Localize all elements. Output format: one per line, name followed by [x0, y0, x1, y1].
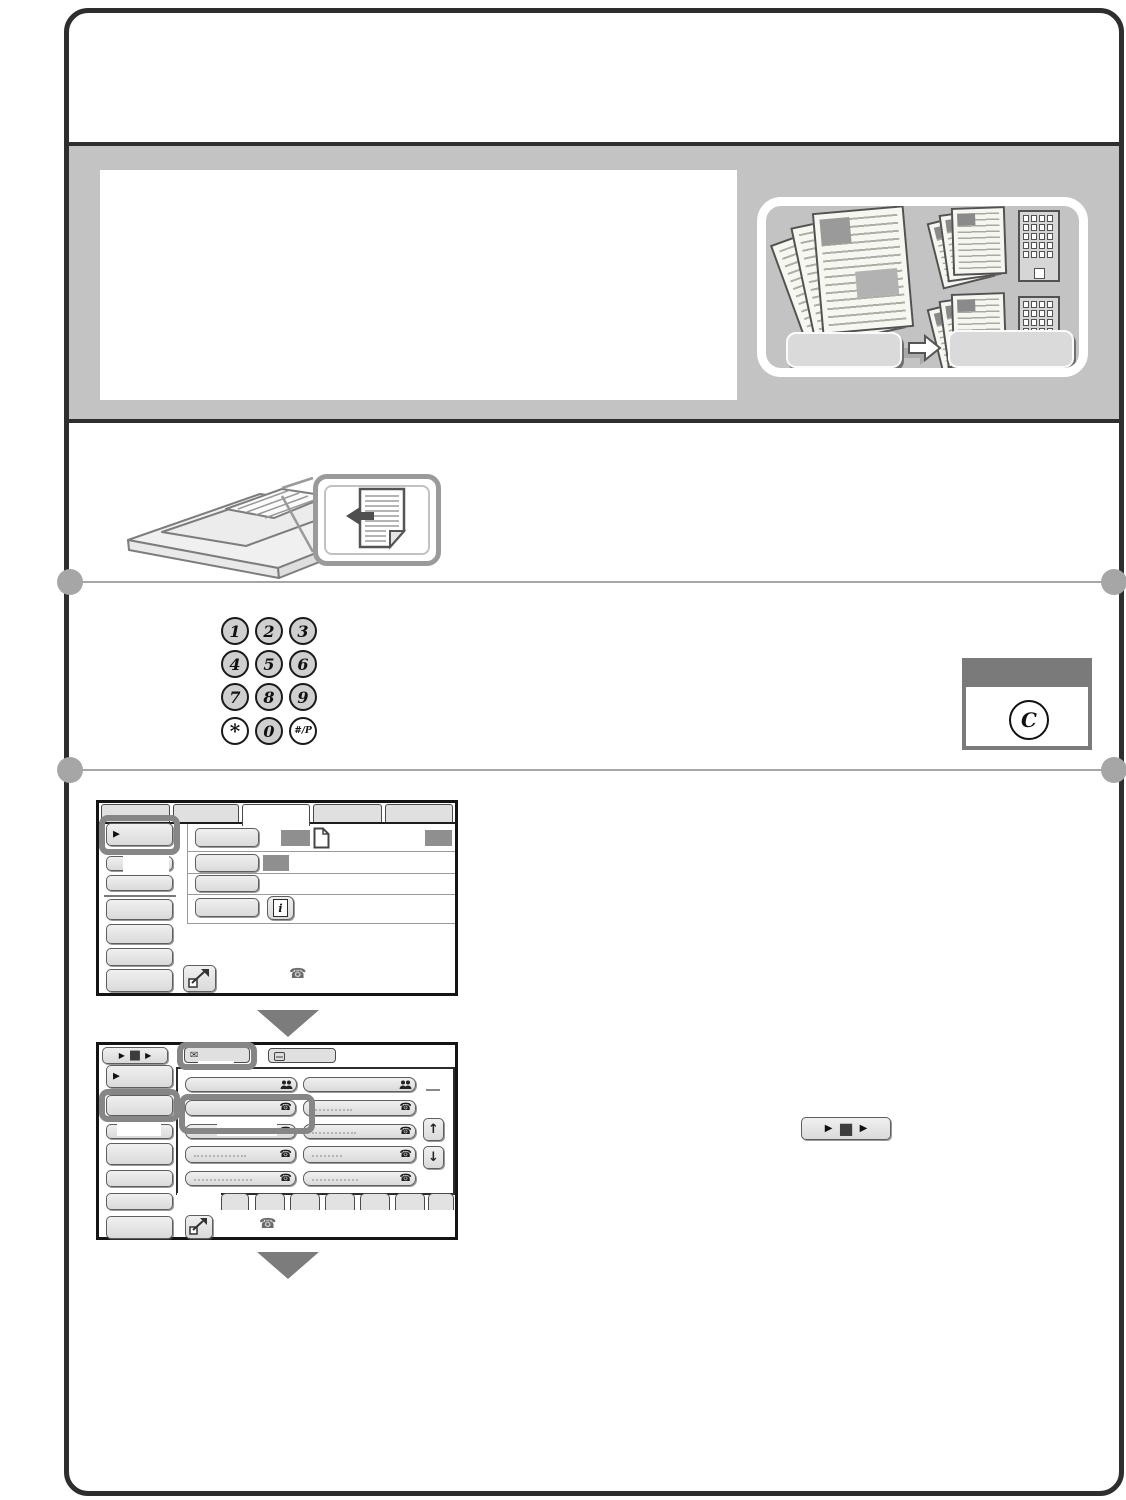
key-2[interactable]: 2 — [255, 617, 283, 645]
key-star[interactable]: * — [221, 717, 249, 745]
original-page-icon — [313, 827, 330, 849]
job-status-key[interactable] — [102, 1047, 168, 1064]
original-orientation-callout — [313, 474, 441, 566]
mode-tab-2[interactable] — [173, 804, 239, 822]
sidebar-button-address-book[interactable] — [106, 1065, 173, 1088]
sidebar-button[interactable] — [106, 1170, 173, 1187]
index-tab[interactable] — [395, 1193, 425, 1210]
sidebar-button[interactable] — [106, 899, 173, 920]
phone-receiver-icon: ☎ — [399, 1148, 412, 1160]
phone-receiver-icon: ☎ — [279, 1172, 292, 1184]
sidebar-button[interactable] — [106, 1216, 173, 1239]
phone-receiver-icon: ☎ — [399, 1125, 412, 1137]
callout-tail — [117, 1122, 161, 1136]
sidebar-button[interactable] — [106, 969, 173, 992]
office-building — [1018, 210, 1060, 282]
document-sheet — [812, 205, 914, 335]
key-1[interactable]: 1 — [221, 617, 249, 645]
sidebar-button-address-entry[interactable] — [106, 823, 173, 846]
phone-receiver-icon: ☎ — [399, 1102, 412, 1113]
clear-key[interactable]: C — [1009, 700, 1049, 740]
manual-dial-icon — [186, 1216, 212, 1238]
key-6[interactable]: 6 — [289, 650, 317, 678]
key-8[interactable]: 8 — [255, 683, 283, 711]
phone-receiver-icon: ☎ — [399, 1172, 412, 1184]
fax-destination — [934, 206, 1070, 288]
active-index-gap — [177, 1193, 221, 1197]
step-divider-dot — [1101, 569, 1126, 595]
clear-key-note-header — [966, 662, 1088, 687]
index-tab[interactable] — [325, 1193, 355, 1210]
sidebar-button[interactable] — [106, 1193, 173, 1210]
index-tab[interactable] — [428, 1193, 454, 1210]
manual-dial-icon — [184, 966, 215, 991]
sidebar-button[interactable] — [106, 1143, 173, 1165]
mode-tab-1[interactable] — [101, 804, 170, 822]
play-icon: ▶ — [145, 1050, 152, 1060]
source-step-button[interactable] — [786, 332, 902, 368]
setting-button-row4[interactable] — [195, 898, 259, 917]
play-icon: ▶ — [824, 1122, 833, 1134]
key-7[interactable]: 7 — [221, 683, 249, 711]
one-touch-key-selected[interactable] — [185, 1100, 296, 1116]
step-divider — [70, 581, 1114, 583]
phone-receiver-icon: ☎ — [279, 1148, 292, 1160]
sidebar-button[interactable] — [106, 948, 173, 966]
frequent-use-tab[interactable] — [268, 1048, 336, 1063]
setting-button-row3[interactable] — [195, 875, 259, 892]
setting-value-block — [263, 855, 289, 871]
setting-button-row2[interactable] — [195, 854, 259, 872]
sidebar-divider — [104, 895, 176, 897]
play-icon: ▶ — [113, 1071, 120, 1081]
index-tab[interactable] — [360, 1193, 390, 1210]
key-hash-p[interactable]: #/P — [289, 717, 317, 745]
address-book-screen — [96, 1042, 458, 1240]
index-tab[interactable] — [221, 1193, 249, 1210]
flow-down-arrow — [257, 1252, 319, 1279]
key-9[interactable]: 9 — [289, 683, 317, 711]
phone-icon: ☎ — [289, 966, 307, 982]
setting-value-block — [425, 830, 452, 846]
key-5[interactable]: 5 — [255, 650, 283, 678]
mode-tab-4[interactable] — [313, 804, 382, 822]
step-divider — [70, 769, 1114, 771]
info-button[interactable] — [267, 896, 294, 920]
phone-icon: ☎ — [259, 1216, 277, 1232]
job-status-key-inline[interactable] — [801, 1117, 891, 1140]
setting-value-block — [281, 830, 310, 846]
numeric-keypad — [221, 617, 333, 761]
up-arrow-icon: ↑ — [428, 1122, 439, 1137]
step-divider-dot — [1101, 757, 1126, 783]
play-icon: ▶ — [113, 829, 120, 839]
mode-tab-5[interactable] — [385, 804, 453, 822]
clear-key-note — [962, 658, 1092, 750]
page-header-area — [74, 18, 1104, 138]
mode-tab-3-selected[interactable] — [242, 804, 310, 826]
down-arrow-icon: ↓ — [428, 1150, 439, 1165]
step-divider-dot — [57, 757, 83, 783]
play-icon: ▶ — [859, 1122, 868, 1134]
sidebar-button[interactable] — [106, 924, 173, 944]
phone-receiver-icon: ☎ — [279, 1102, 292, 1113]
setting-button-row1[interactable] — [195, 828, 259, 847]
callout-tail — [217, 1122, 277, 1136]
speaker-dial-button[interactable] — [185, 1215, 213, 1239]
intro-text-box — [100, 170, 737, 400]
sidebar-button-address-review[interactable] — [106, 1095, 173, 1116]
index-tab[interactable] — [255, 1193, 285, 1210]
phone-receiver-icon: ☎ — [279, 1125, 292, 1137]
document-feed-icon — [344, 486, 416, 556]
flow-down-arrow — [257, 1010, 319, 1037]
stop-icon: ■ — [838, 1118, 854, 1138]
play-icon: ▶ — [118, 1050, 125, 1060]
key-0[interactable]: 0 — [255, 717, 283, 745]
key-4[interactable]: 4 — [221, 650, 249, 678]
envelope-icon: ✉ — [190, 1050, 199, 1061]
fax-settings-screen — [96, 800, 458, 996]
device-icon — [274, 1052, 285, 1061]
flow-arrow-icon — [904, 332, 946, 366]
info-icon: i — [273, 899, 288, 917]
sidebar-button[interactable] — [106, 875, 173, 891]
stop-icon: ■ — [128, 1048, 142, 1063]
key-3[interactable]: 3 — [289, 617, 317, 645]
fax-sheet — [951, 206, 1007, 276]
destination-step-button[interactable] — [948, 330, 1074, 368]
speaker-dial-button[interactable] — [183, 965, 216, 992]
index-tab[interactable] — [290, 1193, 320, 1210]
callout-tail — [198, 1061, 234, 1073]
step-divider-dot — [57, 569, 83, 595]
fax-broadcast-illustration — [757, 197, 1088, 377]
callout-tail — [123, 853, 169, 873]
